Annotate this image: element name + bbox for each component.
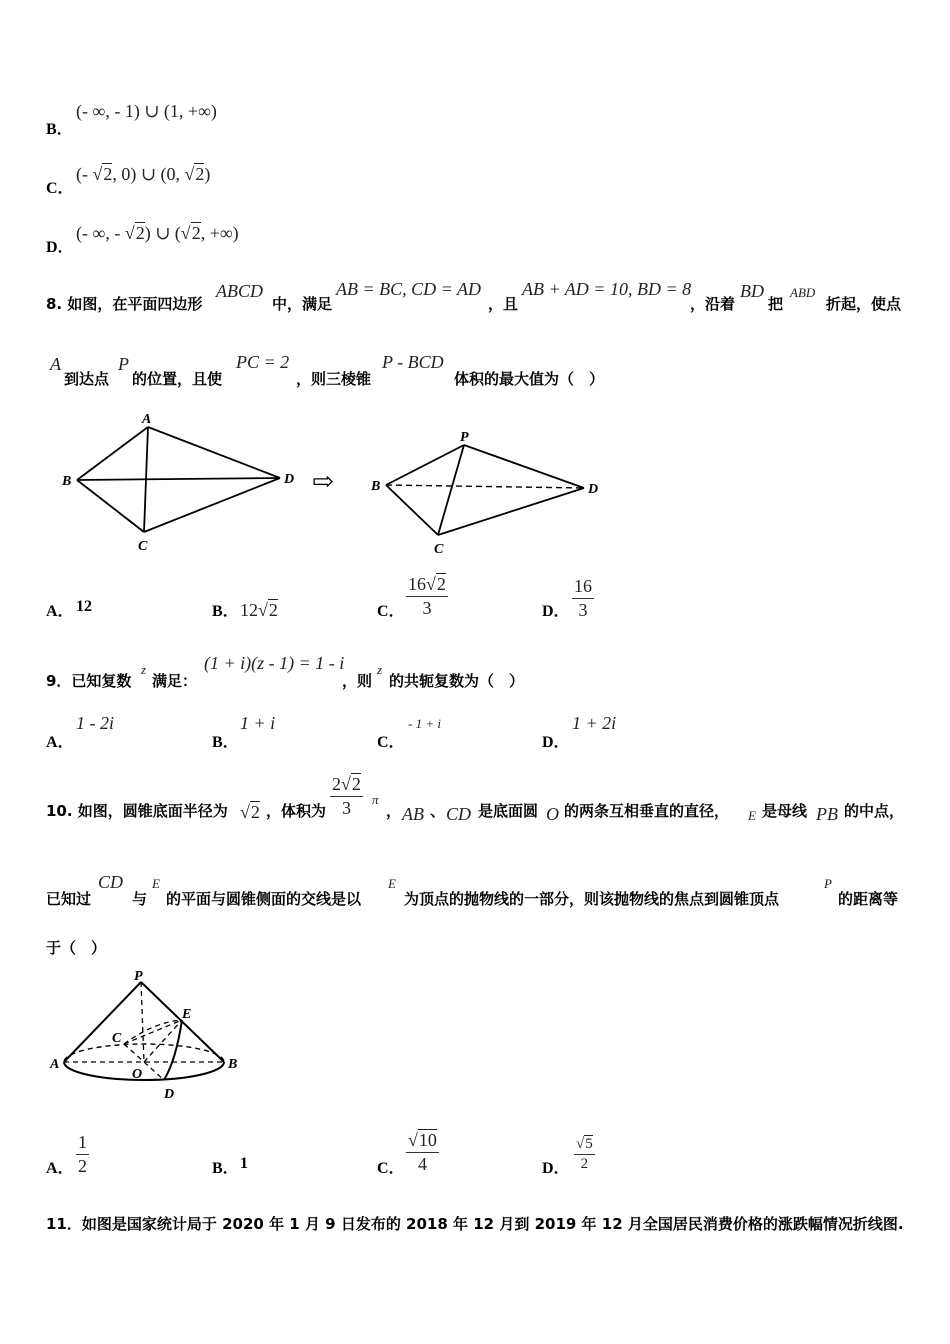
q8-edge-bc-r: [386, 485, 438, 535]
q8-math-sum: AB + AD = 10, BD = 8: [522, 279, 692, 299]
q7-option-b-expr: (- ∞, - 1) ∪ (1, +∞): [76, 101, 217, 121]
q9-math-z: z: [141, 662, 147, 677]
q10-text-3: ，: [386, 802, 402, 820]
q10-text-1: 10. 如图，圆锥底面半径为: [46, 802, 228, 820]
q10-text-6: 的两条互相垂直的直径，: [564, 802, 730, 820]
q10-math-cd: CD: [446, 804, 472, 824]
q10-math-ab: AB: [402, 804, 424, 824]
q8-fig-right-d: D: [588, 482, 599, 497]
q10-text-7: 是母线: [762, 802, 808, 820]
q8-fig-left-b: B: [62, 474, 72, 489]
q8-math-pbcd: P - BCD: [382, 352, 444, 372]
q8-text-10: 体积的最大值为（ ）: [454, 370, 605, 388]
q10-math-e3: E: [388, 876, 396, 891]
q7-option-c-label: C．: [46, 180, 74, 197]
q10-fig-b: B: [228, 1057, 238, 1072]
q10-generatrix-pa: [64, 982, 141, 1062]
q10-option-c-fraction: $\frac{√10}{4}$: [408, 1130, 437, 1174]
q10-base-front: [64, 1062, 224, 1080]
q8-edge-bp: [386, 445, 464, 485]
q10-text-4: 、: [430, 802, 446, 820]
q8-text-9: ，则三棱锥: [296, 370, 372, 388]
q10-fig-e: E: [182, 1007, 192, 1022]
q8-edge-pc: [438, 445, 464, 535]
q8-option-b-value: 12√2: [240, 600, 278, 620]
q8-math-conditions: AB = BC, CD = AD: [336, 279, 481, 299]
q10-segment-ce: [124, 1020, 182, 1044]
q7-option-d-expr: (- ∞, - √2) ∪ (√2, +∞): [76, 223, 239, 243]
q10-fig-c: C: [112, 1031, 122, 1046]
q8-math-a: A: [50, 354, 61, 374]
q11-text: 11．如图是国家统计局于 2020 年 1 月 9 日发布的 2018 年 12 月到 2019 年 12 月全国居民消费价格的涨跌幅情况折线图.: [46, 1215, 904, 1233]
q10-fig-d: D: [164, 1087, 175, 1102]
q8-fig-left-d: D: [284, 472, 295, 487]
q10-text-12: 为顶点的抛物线的一部分，则该抛物线的焦点到圆锥顶点: [404, 890, 780, 908]
q10-text-10: 与: [132, 890, 148, 908]
q9-math-equation: (1 + i)(z - 1) = 1 - i: [204, 653, 345, 673]
q7-option-b-label: B．: [46, 121, 73, 138]
q8-option-c-label: C．: [377, 603, 405, 620]
q10-option-b-label: B．: [212, 1160, 239, 1177]
q10-option-a-label: A．: [46, 1160, 74, 1177]
q9-option-a-value: 1 - 2i: [76, 713, 114, 733]
q8-edge-ba: [77, 427, 148, 480]
q10-option-d-label: D．: [542, 1160, 570, 1177]
q7-option-c-expr: (- √2, 0) ∪ (0, √2): [76, 164, 211, 184]
q9-text-1: 9．已知复数: [46, 672, 132, 690]
q10-option-c-label: C．: [377, 1160, 405, 1177]
q8-text-2: 中，满足: [272, 295, 333, 313]
q10-axis-po: [141, 982, 144, 1062]
q10-segment-oe: [144, 1020, 182, 1062]
q8-math-p: P: [118, 354, 129, 374]
q8-text-4: ，沿着: [690, 295, 736, 313]
q8-fig-right-p: P: [460, 430, 469, 445]
q8-text-7: 到达点: [64, 370, 110, 388]
q8-edge-bc: [77, 480, 144, 532]
q8-edge-pd: [464, 445, 584, 488]
q8-figure: [56, 408, 616, 558]
q8-edge-ad: [148, 427, 280, 478]
q8-math-bd: BD: [740, 281, 764, 301]
q10-math-cd2: CD: [98, 872, 124, 892]
q8-edge-cd: [144, 478, 280, 532]
q10-fig-o: O: [132, 1067, 143, 1082]
q10-text-13: 的距离等: [838, 890, 899, 908]
q8-text-8: 的位置，且使: [132, 370, 223, 388]
q8-option-a-label: A．: [46, 603, 74, 620]
q10-volume-fraction: $\frac{2√2}{3}$: [332, 774, 361, 818]
q9-text-2: 满足：: [152, 672, 198, 690]
q8-fig-right-b: B: [371, 479, 381, 494]
q10-text-11: 的平面与圆锥侧面的交线是以: [166, 890, 362, 908]
q8-option-b-label: B．: [212, 603, 239, 620]
q10-option-a-fraction: $\frac{1}{2}$: [78, 1132, 87, 1176]
q10-fig-a: A: [50, 1057, 60, 1072]
q10-math-e: E: [748, 808, 756, 823]
q8-hidden-bd: [386, 485, 584, 488]
q10-option-d-fraction: $\frac{√5}{2}$: [576, 1136, 593, 1172]
q8-option-c-fraction: $\frac{16√2}{3}$: [408, 574, 446, 618]
q9-option-d-value: 1 + 2i: [572, 713, 617, 733]
q10-math-pb: PB: [816, 804, 838, 824]
q9-text-4: 的共轭复数为（ ）: [389, 672, 525, 690]
q9-option-b-value: 1 + i: [240, 713, 276, 733]
q8-fig-left-a: A: [142, 412, 152, 427]
q8-fig-left-c: C: [138, 539, 148, 554]
q9-option-c-label: C．: [377, 734, 405, 751]
q8-fold-arrow-icon: ⇨: [312, 467, 334, 496]
q8-option-d-label: D．: [542, 603, 570, 620]
q10-text-5: 是底面圆: [478, 802, 539, 820]
q10-cone-figure: [44, 964, 254, 1104]
q9-option-c-value: - 1 + i: [408, 716, 441, 731]
q8-text-3: ，且: [488, 295, 519, 313]
q10-math-e2: E: [152, 876, 160, 891]
q8-math-abcd: ABCD: [216, 281, 263, 301]
q9-option-a-label: A．: [46, 734, 74, 751]
q8-option-a-value: 12: [76, 598, 92, 615]
q10-radius: √2: [240, 802, 260, 822]
q7-option-d-label: D．: [46, 239, 74, 256]
q10-text-8: 的中点，: [844, 802, 905, 820]
q9-text-3: ，则: [342, 672, 373, 690]
q8-math-abd: ABD: [790, 285, 816, 300]
q10-math-o: O: [546, 804, 559, 824]
q10-text-2: ，体积为: [266, 802, 327, 820]
q9-math-z2: z: [377, 662, 383, 677]
q10-text-9: 已知过: [46, 890, 92, 908]
q10-parabola-front: [164, 1020, 182, 1080]
q10-volume-pi: π: [372, 792, 379, 807]
q8-text-5: 把: [768, 295, 784, 313]
q10-fig-p: P: [134, 969, 143, 984]
q9-option-b-label: B．: [212, 734, 239, 751]
q8-math-pc: PC = 2: [236, 352, 290, 372]
q10-option-b-value: 1: [240, 1155, 248, 1172]
q8-diag-bd: [77, 478, 280, 480]
q10-math-p: P: [824, 876, 832, 891]
q10-text-14: 于（ ）: [46, 939, 107, 957]
q8-text-6: 折起，使点: [826, 295, 902, 313]
q8-edge-cd-r: [438, 488, 584, 535]
q8-fig-right-c: C: [434, 542, 444, 557]
q9-option-d-label: D．: [542, 734, 570, 751]
q8-text-1: 8. 如图，在平面四边形: [46, 295, 203, 313]
q8-option-d-fraction: $\frac{16}{3}$: [574, 576, 592, 620]
